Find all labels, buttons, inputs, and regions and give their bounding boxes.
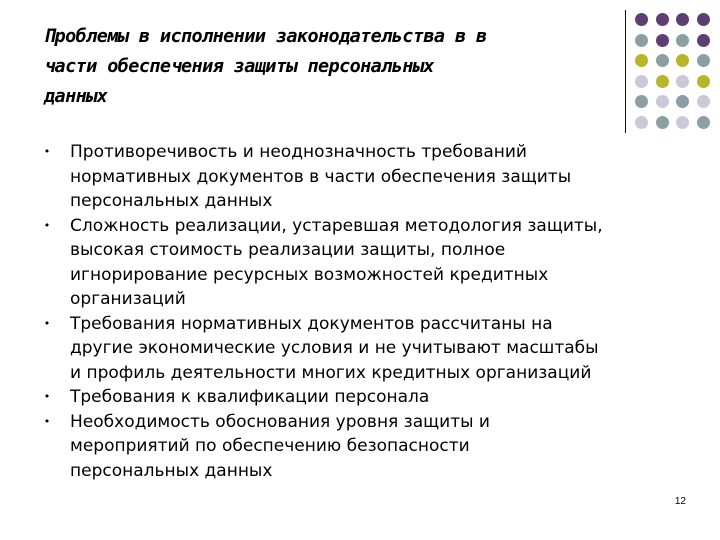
bullet-item (42, 140, 682, 214)
bullet-marker: • (43, 316, 51, 330)
decorative-dot (656, 75, 669, 88)
decorative-dot-grid (632, 10, 716, 134)
decorative-dot (676, 116, 689, 129)
bullet-marker: • (43, 145, 51, 158)
decorative-dot (656, 34, 669, 47)
bullet-text-line: организаций (70, 289, 186, 309)
decorative-dot (635, 95, 648, 108)
bullet-text-line: Требования к квалификации персонала (70, 387, 430, 407)
bullet-text-line: мероприятий по обеспечению безопасности (70, 436, 470, 456)
bullet-text-line: игнорирование ресурсных возможностей кредитных (70, 264, 549, 285)
decorative-dot (676, 95, 689, 108)
slide-title-line: данных (44, 86, 108, 107)
decorative-vertical-line (625, 10, 626, 133)
decorative-dot (635, 75, 648, 88)
decorative-dot (676, 75, 689, 88)
decorative-dot (676, 34, 689, 47)
decorative-dot (635, 116, 648, 129)
decorative-dot (676, 13, 689, 26)
bullet-item (42, 214, 682, 312)
decorative-dot (635, 54, 648, 67)
bullet-text-line: Противоречивость и неоднозначность требований (70, 142, 527, 162)
bullet-text-line: Необходимость обоснования уровня защиты и (70, 411, 490, 432)
bullet-item (42, 312, 682, 386)
slide-title (44, 22, 604, 112)
decorative-dot (697, 75, 710, 88)
bullet-text (70, 385, 682, 410)
decorative-dot (697, 54, 710, 67)
bullet-text-line: другие экономические условия и не учитывают масштабы (70, 338, 599, 358)
bullet-text-line: персональных данных (70, 460, 273, 481)
bullet-marker: • (43, 390, 51, 403)
bullet-text (70, 410, 682, 484)
bullet-text-line: нормативных документов в части обеспечения защиты (70, 166, 572, 187)
decorative-dot (697, 95, 710, 108)
decorative-dot (697, 34, 710, 47)
slide-title-line: части обеспечения защиты персональных (44, 56, 434, 77)
bullet-text (70, 140, 682, 214)
bullet-text-line: высокая стоимость реализации защиты, полное (70, 240, 506, 260)
decorative-dot (656, 13, 669, 26)
decorative-dot (656, 95, 669, 108)
bullet-text (70, 214, 682, 312)
decorative-dot (635, 34, 648, 47)
bullet-text-line: персональных данных (70, 191, 273, 211)
bullet-marker: • (43, 414, 51, 428)
bullet-marker: • (43, 218, 51, 232)
bullet-text (70, 312, 682, 386)
decorative-dot (656, 54, 669, 67)
decorative-dot (635, 13, 648, 26)
bullet-item (42, 410, 682, 484)
bullet-text-line: Сложность реализации, устаревшая методология защиты, (70, 215, 603, 236)
bullet-list (42, 140, 682, 483)
decorative-dot (697, 13, 710, 26)
bullet-text-line: Требования нормативных документов рассчитаны на (70, 313, 553, 334)
slide-title-line: Проблемы в исполнении законодательства в в (44, 26, 487, 47)
decorative-dot (676, 54, 689, 67)
bullet-item (42, 385, 682, 410)
decorative-dot (697, 116, 710, 129)
decorative-dot (656, 116, 669, 129)
page-number: 12 (674, 496, 686, 507)
bullet-text-line: и профиль деятельности многих кредитных организаций (70, 362, 592, 383)
